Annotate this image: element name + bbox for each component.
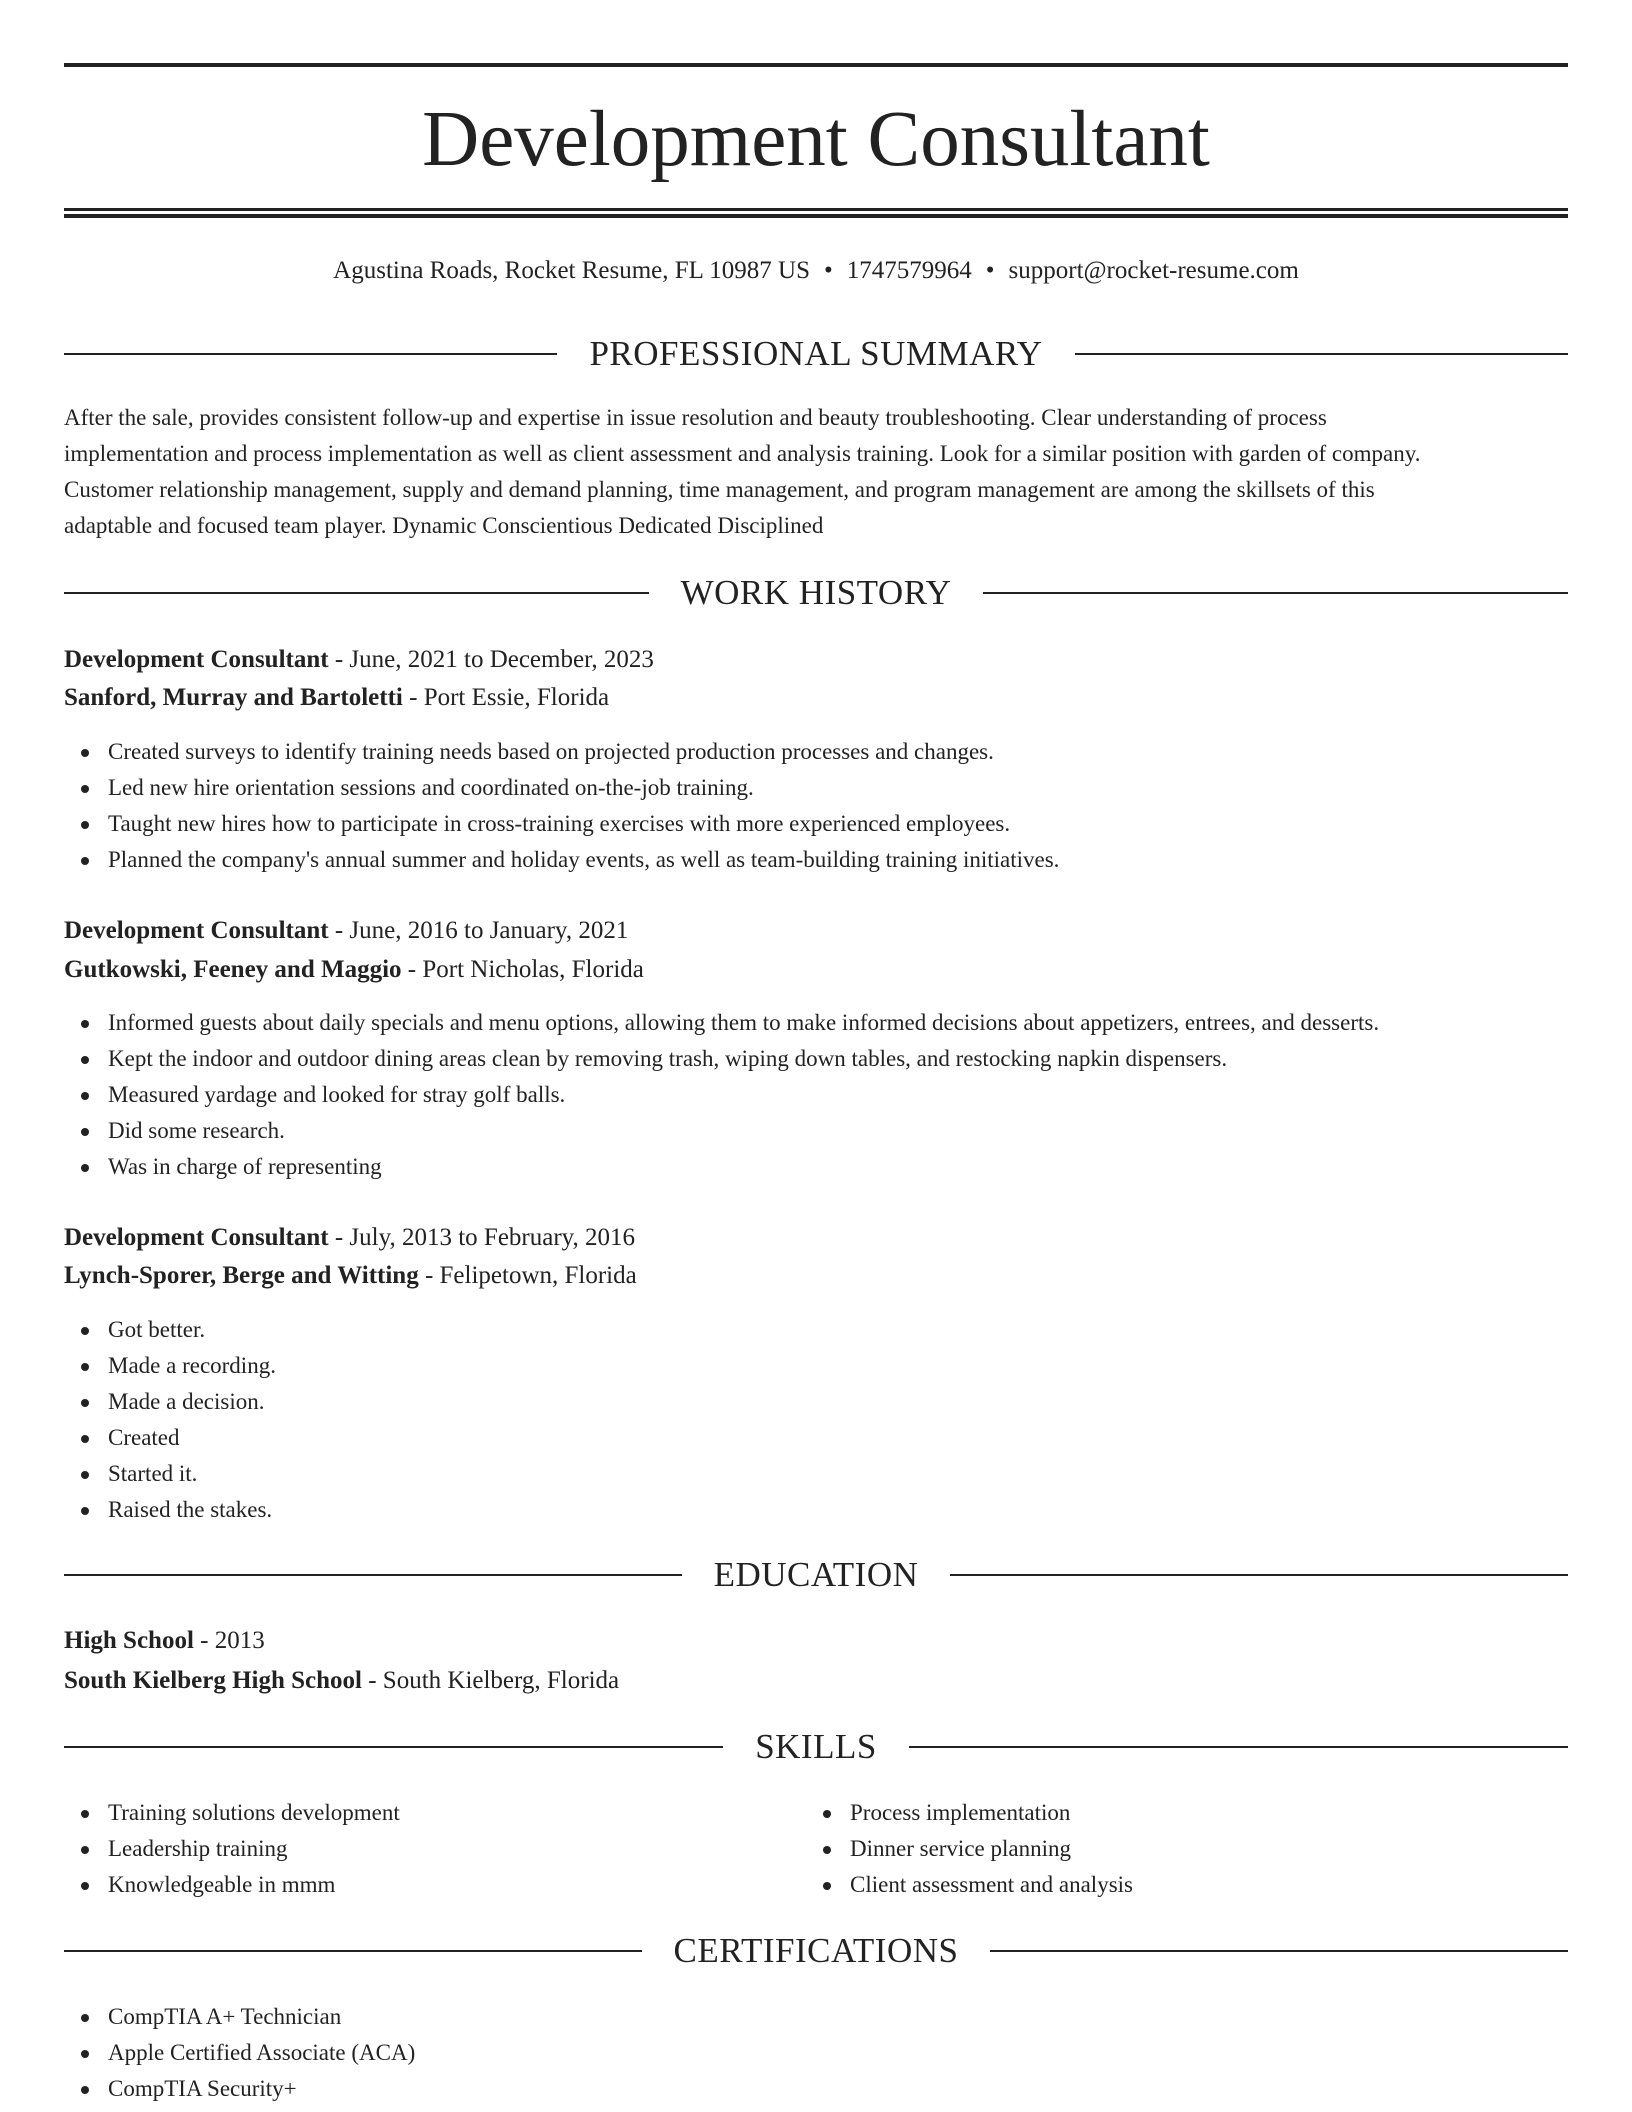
list-item: Was in charge of representing [64,1149,1568,1185]
job-title: Development Consultant [64,1224,329,1251]
job-company: Sanford, Murray and Bartoletti [64,684,403,711]
job-company-line [64,680,1568,716]
section-heading-summary [64,332,1568,376]
divider-line [909,1746,1568,1748]
job-location: - Port Essie, Florida [402,684,610,711]
list-item: Made a recording. [64,1348,1568,1384]
contact-separator: • [824,257,833,284]
list-item: CompTIA Security+ [64,2071,1568,2107]
contact-address: Agustina Roads, Rocket Resume, FL 10987 US [333,257,810,284]
list-item: Knowledgeable in mmm [64,1867,1568,1903]
list-item: Did some research. [64,1113,1568,1149]
job-company: Lynch-Sporer, Berge and Witting [64,1262,419,1289]
job-location: - Felipetown, Florida [418,1262,637,1289]
section-title: SKILLS [755,1727,877,1766]
contact-phone: 1747579964 [846,257,972,284]
divider-line [990,1950,1568,1952]
education-location: - South Kielberg, Florida [361,1667,620,1694]
job-duties-list [64,734,1568,878]
section-title: CERTIFICATIONS [673,1931,959,1970]
skills-list-right [806,1795,1632,1903]
list-item: Raised the stakes. [64,1492,1568,1528]
list-item: Informed guests about daily specials and menu options, allowing them to make informed decisions about appetizers, entrees, and desserts. [64,1005,1568,1041]
header-double-rule [64,208,1568,218]
education-school-line [64,1663,1568,1699]
section-title: WORK HISTORY [680,573,952,612]
job-title-line [64,642,1568,678]
job-company: Gutkowski, Feeney and Maggio [64,956,402,983]
summary-line: After the sale, provides consistent follow-up and expertise in issue resolution and beauty troubleshooting. Clear understanding of process [64,405,1327,430]
header-top-rule [64,63,1568,67]
education-year: - 2013 [193,1627,265,1654]
resume-name: Development Consultant [422,96,1210,183]
list-item: Taught new hires how to participate in cross-training exercises with more experienced employees. [64,806,1568,842]
divider-line [983,592,1568,594]
list-item: Dinner service planning [806,1831,1632,1867]
contact-line [64,253,1568,289]
job-location: - Port Nicholas, Florida [401,956,644,983]
education-school: South Kielberg High School [64,1667,362,1694]
list-item: Created [64,1420,1568,1456]
divider-line [64,1950,642,1952]
section-title: EDUCATION [713,1555,919,1594]
section-heading-work-history [64,571,1568,615]
divider-line [64,592,649,594]
list-item: Training solutions development [64,1795,1568,1831]
summary-paragraph [64,400,1568,544]
list-item: Created surveys to identify training needs based on projected production processes and changes. [64,734,1568,770]
job-dates: - June, 2016 to January, 2021 [328,917,629,944]
job-title: Development Consultant [64,917,329,944]
education-degree-line [64,1623,1568,1659]
divider-line [1075,353,1568,355]
job-dates: - July, 2013 to February, 2016 [328,1224,636,1251]
list-item: CompTIA A+ Technician [64,1999,1568,2035]
list-item: Measured yardage and looked for stray golf balls. [64,1077,1568,1113]
list-item: Process implementation [806,1795,1632,1831]
divider-line [64,1574,682,1576]
list-item: Planned the company's annual summer and holiday events, as well as team-building training initiatives. [64,842,1568,878]
section-heading-skills [64,1725,1568,1769]
list-item: Got better. [64,1312,1568,1348]
list-item: Apple Certified Associate (ACA) [64,2035,1568,2071]
list-item: Leadership training [64,1831,1568,1867]
job-dates: - June, 2021 to December, 2023 [328,646,654,673]
summary-line: adaptable and focused team player. Dynamic Conscientious Dedicated Disciplined [64,513,824,538]
contact-email: support@rocket-resume.com [1008,257,1299,284]
list-item: Led new hire orientation sessions and coordinated on-the-job training. [64,770,1568,806]
education-degree: High School [64,1627,194,1654]
list-item: Client assessment and analysis [806,1867,1632,1903]
job-title-line [64,1220,1568,1256]
job-duties-list [64,1005,1568,1185]
divider-line [950,1574,1568,1576]
summary-line: Customer relationship management, supply and demand planning, time management, and program management are among the skillsets of this [64,477,1375,502]
list-item: Made a decision. [64,1384,1568,1420]
divider-line [64,353,557,355]
job-title: Development Consultant [64,646,329,673]
contact-separator: • [985,257,995,284]
list-item: Started it. [64,1456,1568,1492]
summary-line: implementation and process implementation as well as client assessment and analysis training. Look for a similar position with garden of company. [64,441,1421,466]
section-title: PROFESSIONAL SUMMARY [589,334,1043,373]
job-title-line [64,913,1568,949]
certifications-list [64,1999,1568,2107]
section-heading-education [64,1553,1568,1597]
list-item: Kept the indoor and outdoor dining areas clean by removing trash, wiping down tables, and restocking napkin dispensers. [64,1041,1568,1077]
job-company-line [64,1258,1568,1294]
divider-line [64,1746,723,1748]
job-company-line [64,952,1568,988]
section-heading-certifications [64,1929,1568,1973]
job-duties-list [64,1312,1568,1528]
